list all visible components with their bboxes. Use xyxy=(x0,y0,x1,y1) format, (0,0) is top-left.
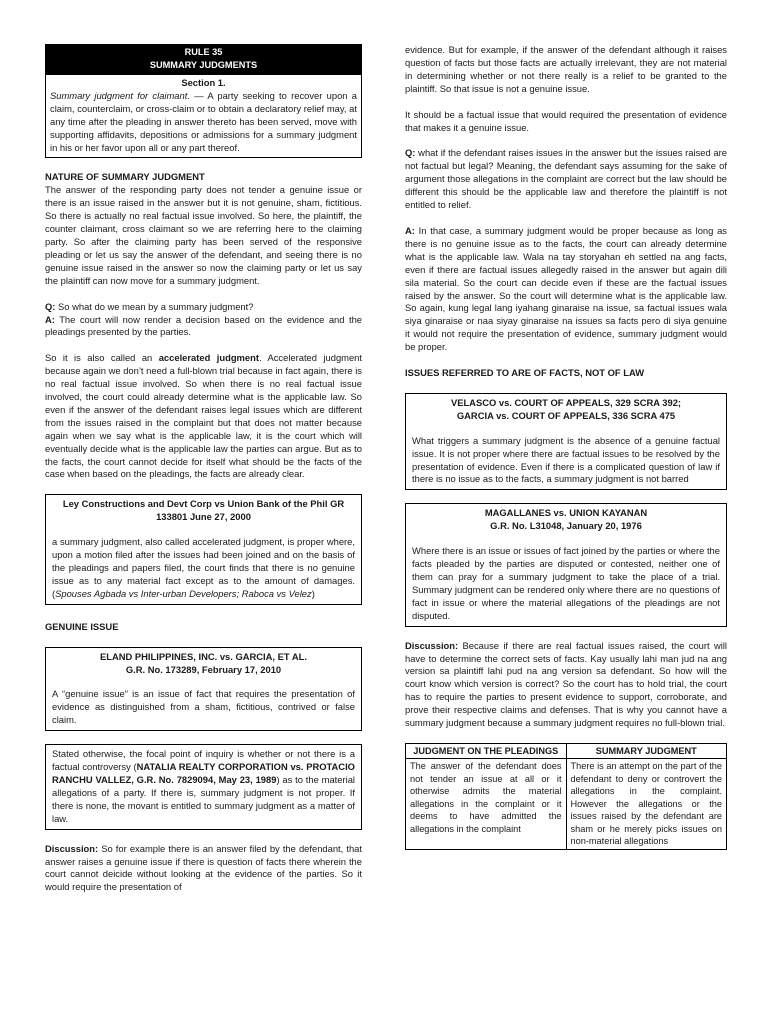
case3-post: ) as to the material allegations of a party. If there is, summary judgment is not proper. If there is none, the movant is entitled to summary judgment as a matter of law. xyxy=(52,773,355,824)
case-title-magallanes-1: MAGALLANES vs. UNION KAYANAN xyxy=(484,507,648,519)
case-title-velasco-1: VELASCO vs. COURT OF APPEALS, 329 SCRA 392; xyxy=(450,396,682,408)
section-box xyxy=(45,74,362,158)
rule-title: SUMMARY JUDGMENTS xyxy=(149,59,258,70)
question-1 xyxy=(45,301,362,314)
case-box-eland xyxy=(45,647,362,732)
left-column xyxy=(45,0,362,894)
continuation-paragraph: evidence. But for example, if the answer of the defendant although it raises question of facts but those facts are actually irrelevant, they are not material in determining whether or not there really is a relief to be granted to the plaintiff. So that issue is not a genuine issue. xyxy=(405,44,727,94)
nature-heading: NATURE OF SUMMARY JUDGMENT xyxy=(45,171,205,183)
accel-term: accelerated judgment xyxy=(158,352,259,364)
issues-heading: ISSUES REFERRED TO ARE OF FACTS, NOT OF LAW xyxy=(405,367,645,379)
case-text-ley xyxy=(52,536,355,601)
q2-text: what if the defendant raises issues in the answer but the issues raised are not factual but legal? Meaning, the defendant says assuming for the sake of argument those allegations in the complaint are correct but the law should be different this should be the applicable law and therefore the plaintiff is not entitled to relief. xyxy=(405,147,727,211)
discussion-1 xyxy=(45,843,362,895)
rule-header xyxy=(45,44,362,74)
table-header-pleadings: JUDGMENT ON THE PLEADINGS xyxy=(406,743,567,759)
case-title-magallanes-2: G.R. No. L31048, January 20, 1976 xyxy=(490,520,642,532)
a1-text: The court will now render a decision based on the evidence and the pleadings presented by the parties. xyxy=(45,313,362,338)
answer-1 xyxy=(45,314,362,340)
q1-label: Q: xyxy=(45,300,56,312)
table-header-summary: SUMMARY JUDGMENT xyxy=(566,743,727,759)
table-cell-pleadings: The answer of the defendant does not tender an issue at all or it otherwise admits the material allegations in the complaint or it deems to have admitted the allegations in the complaint xyxy=(406,759,567,850)
nature-paragraph: The answer of the responding party does not tender a genuine issue or there is an issue raised in the answer but it is not genuine, sham, fictitious. So there is actually no real factual issue involved. So here, the plaintiff, the counter claimant, cross claimant so we are referring here to the claiming party. So after the claiming party has been served of the responsive pleading or let us say the answer of the defendant, and seeing there is no genuine issue raised in the answer so now the claiming party or let us say the plaintiff can now move for a summary judgment. xyxy=(45,184,362,286)
case-box-natalia xyxy=(45,744,362,829)
disc1-text: So for example there is an answer filed by the defendant, that answer raises a genuine issue if there is question of facts there wherein the court cannot deicide without looking at the evidence of the parties. So it would require the presentation of xyxy=(45,842,362,893)
section-title: Section 1. xyxy=(181,77,226,88)
a2-label: A: xyxy=(405,224,415,236)
case-box-magallanes xyxy=(405,503,727,626)
genuine-heading: GENUINE ISSUE xyxy=(45,620,119,632)
case-text-magallanes: Where there is an issue or issues of fact joined by the parties or where the facts pleaded by the parties are disputed or contested, neither one of them can pray for a summary judgment to take the place of a trial. Summary judgment can be rendered only where there are no questions of fact in issue or where the material allegations of the pleadings are not disputed. xyxy=(412,545,720,621)
q2-label: Q: xyxy=(405,147,416,159)
case3-citation: NATALIA REALTY CORPORATION vs. PROTACIO RANCHU VALLEZ, G.R. No. 7829094, May 23, 1989 xyxy=(52,761,355,785)
section-body: — A party seeking to recover upon a claim, counterclaim, or cross-claim or to obtain a declaratory relief may, at any time after the pleading in answer thereto has been served, move with supporting affidavits, depositions or admissions for a summary judgment in his or her favor upon all or any part thereof. xyxy=(50,89,358,153)
question-2 xyxy=(405,147,727,212)
case-text-eland: A “genuine issue” is an issue of fact that requires the presentation of evidence as distinguished from a sham, fictitious, contrived or false claim. xyxy=(52,688,355,726)
a1-label: A: xyxy=(45,313,55,325)
table-cell-summary: There is an attempt on the part of the defendant to deny or controvert the allegations in the complaint. However the allegations or the issues raised by the defendant are sham or he merely picks issues on non-material allegations xyxy=(566,759,727,850)
accel-pre: So it is also called an xyxy=(45,352,159,364)
section-lead: Summary judgment for claimant. xyxy=(50,89,190,101)
case-title-velasco-2: GARCIA vs. COURT OF APPEALS, 336 SCRA 475 xyxy=(456,409,676,421)
answer-2 xyxy=(405,225,727,354)
case-text-velasco: What triggers a summary judgment is the absence of a genuine factual issue. It is not proper where there are factual issues to be resolved by the presentation of evidence. Even if there is a complicated question of law if there is no issue as to the facts, a summary judgment is not barred xyxy=(412,434,720,485)
q1-text: So what do we mean by a summary judgment? xyxy=(55,300,254,312)
case-text-natalia xyxy=(52,748,355,825)
case1-cite: Spouses Agbada vs Inter-urban Developers; Raboca vs Velez xyxy=(55,587,312,599)
section-text xyxy=(50,90,357,155)
accel-post: . Accelerated judgment because again we don’t need a full-blown trial because in fact again, there is no real factual issue involved. So when there is no real factual issue involved, the court could already determine what is the applicable law. So even if the answer of the defendant raises legal issues which are different from the issues raised in the complaint but that does not matter because again when we say what is the applicable law, it is the court which will eventually decide what is the applicable law the parties can argue. But as to the facts, the court cannot decide for itself what should be the facts of the case when based on the pleadings, the facts are already clear. xyxy=(45,352,362,480)
case-title-eland-2: G.R. No. 173289, February 17, 2010 xyxy=(125,663,282,675)
case-box-velasco xyxy=(405,393,727,490)
table-row xyxy=(406,759,727,850)
case1-close: ) xyxy=(311,587,315,599)
factual-paragraph: It should be a factual issue that would required the presentation of evidence that makes it a genuine issue. xyxy=(405,108,727,133)
right-column xyxy=(405,0,727,850)
a2-text: In that case, a summary judgment would be proper because as long as there is no genuine issue as to the facts, the court can already determine what is the applicable law. Wala na tay storyahan eh settled na ang facts, even if there are factual issues allegedly raised in the answer but again dili sila material. So the court can decide even if these are the factual issues raised by the answer. So the court will determine what is the applicable law. So again, kung legal lang iyahang ginaraise na issue, sa factual issues wala siya ginaraise or naa siyay ginaraise na issues sa facts pero di siya genuine it would not require the presentation of evidence, summary judgment would be proper. xyxy=(405,224,727,353)
table-header-row xyxy=(406,743,727,759)
comparison-table xyxy=(405,743,727,850)
discussion-2 xyxy=(405,640,727,730)
disc2-text: Because if there are real factual issues raised, the court will have to determine the correct sets of facts. Kay usually lahi man jud na ang version sa plaintiff lahi pud na ang version sa defendant. So how will the court know which version is correct? So the court has to hold trial, the court has to require the parties to present evidence to support, corroborate, and prove their respective claims and defenses. That is why you cannot have a summary judgment because a summary judgment requires no full-blown trial. xyxy=(405,639,727,729)
rule-number: RULE 35 xyxy=(184,47,223,57)
case-title-eland-1: ELAND PHILIPPINES, INC. vs. GARCIA, ET AL. xyxy=(100,650,307,662)
disc1-label: Discussion: xyxy=(45,842,99,854)
disc2-label: Discussion: xyxy=(405,639,459,651)
case1-text: a summary judgment, also called accelerated judgment, is proper where, upon a motion filed after the issues had been joined and on the basis of the pleadings and papers filed, the court finds that there is no genuine issue as to any material fact except as to the amount of damages. ( xyxy=(52,536,355,599)
accelerated-paragraph xyxy=(45,352,362,481)
case-box-ley xyxy=(45,494,362,604)
case-title-ley: Ley Constructions and Devt Corp vs Union Bank of the Phil GR 133801 June 27, 2000 xyxy=(62,498,345,523)
case3-pre: Stated otherwise, the focal point of inquiry is whether or not there is a factual controversy ( xyxy=(52,748,355,773)
